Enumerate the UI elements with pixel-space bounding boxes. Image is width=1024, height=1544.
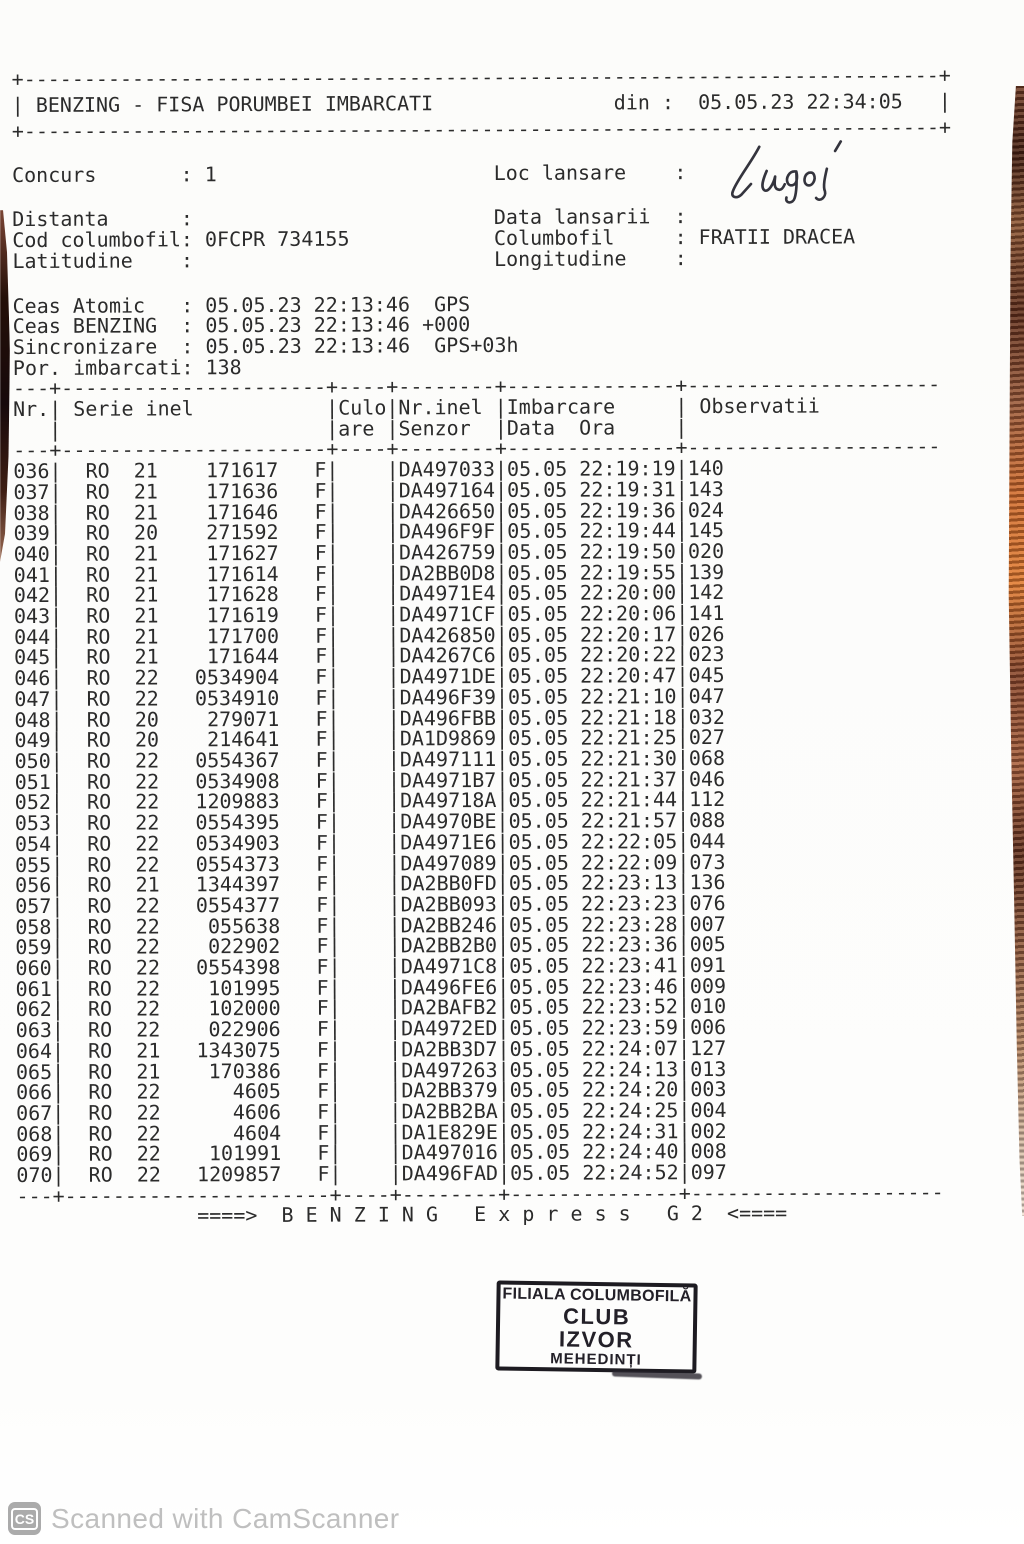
scan-edge-artifact-left xyxy=(0,210,10,562)
camscanner-logo-icon xyxy=(8,1502,41,1535)
stamp-line-izvor: IZVOR xyxy=(558,1325,634,1353)
table-row: 046| RO 22 0534904 F| |DA4971DE|05.05 22:20:47|045 xyxy=(14,663,725,691)
table-row: 064| RO 21 1343075 F| |DA2BB3D7|05.05 22:24:07|127 xyxy=(15,1035,727,1063)
clock-line: Ceas BENZING : 05.05.23 22:13:46 +000 xyxy=(12,312,471,339)
info-line: Latitudine : Longitudine : xyxy=(12,245,699,273)
table-row: 050| RO 22 0554367 F| |DA497111|05.05 22:21:30|068 xyxy=(14,745,726,774)
table-row: 060| RO 22 0554398 F| |DA4971C8|05.05 22:23:41|091 xyxy=(15,952,726,981)
handwriting-lugoj-strokes xyxy=(720,132,872,218)
table-row: 066| RO 22 4605 F| |DA2BB379|05.05 22:24:20|003 xyxy=(15,1077,727,1105)
table-row: 051| RO 22 0534908 F| |DA4971B7|05.05 22:21:37|046 xyxy=(14,766,726,794)
table-row: 044| RO 21 171700 F| |DA426850|05.05 22:20:17|026 xyxy=(13,621,725,649)
clock-line: Ceas Atomic : 05.05.23 22:13:46 GPS xyxy=(12,291,471,318)
box-border-bottom: +----------------------------------------------------------------------------+ xyxy=(11,114,952,144)
table-row: 039| RO 20 271592 F| |DA496F9F|05.05 22:19:44|145 xyxy=(13,518,725,546)
table-ruler: ---+----------------------+----+--------+--------------+--------------------- xyxy=(16,1179,944,1208)
scan-edge-artifact-right xyxy=(1006,86,1024,1216)
club-stamp xyxy=(495,1280,697,1373)
table-row: 041| RO 21 171614 F| |DA2BB0D8|05.05 22:19:55|139 xyxy=(13,559,725,587)
table-row: 059| RO 22 022902 F| |DA2BB2B0|05.05 22:23:36|005 xyxy=(15,932,726,960)
table-row: 047| RO 22 0534910 F| |DA496F39|05.05 22:21:10|047 xyxy=(14,683,725,711)
table-row: 042| RO 21 171628 F| |DA4971E4|05.05 22:20:00|142 xyxy=(13,580,725,608)
printout xyxy=(12,62,956,1227)
table-row: 052| RO 22 1209883 F| |DA49718A|05.05 22:21:44|112 xyxy=(14,787,726,815)
box-title-line: | BENZING - FISA PORUMBEI IMBARCATI din : 05.05.23 22:34:05 | xyxy=(11,88,951,118)
camscanner-bar xyxy=(8,1502,400,1535)
stamp-line-club: CLUB xyxy=(562,1302,631,1330)
table-row: 061| RO 22 101995 F| |DA496FE6|05.05 22:23:46|009 xyxy=(15,973,727,1001)
table-row: 069| RO 22 101991 F| |DA497016|05.05 22:24:40|008 xyxy=(16,1139,727,1167)
camscanner-logo-text: CS xyxy=(11,1508,38,1530)
table-ruler: ---+----------------------+----+--------+--------------+--------------------- xyxy=(13,434,941,463)
table-row: 070| RO 22 1209857 F| |DA496FAD|05.05 22:24:52|097 xyxy=(16,1159,727,1188)
table-row: 048| RO 20 279071 F| |DA496FBB|05.05 22:21:18|032 xyxy=(14,704,725,732)
table-row: 058| RO 22 055638 F| |DA2BB246|05.05 22:23:28|007 xyxy=(15,911,726,939)
table-row: 053| RO 22 0554395 F| |DA4970BE|05.05 22:21:57|088 xyxy=(14,808,726,836)
stamp-line-filiala: FILIALA COLUMBOFILĂ xyxy=(502,1285,692,1305)
info-line: Concurs : 1 Loc lansare : xyxy=(11,159,699,187)
table-row: 063| RO 22 022906 F| |DA4972ED|05.05 22:23:59|006 xyxy=(15,1015,727,1043)
table-header-line: Nr.| Serie inel |Culo|Nr.inel |Imbarcare | Observatii xyxy=(13,393,820,422)
table-row: 040| RO 21 171627 F| |DA426759|05.05 22:19:50|020 xyxy=(13,538,725,567)
handwritten-loc-lansare xyxy=(720,132,872,218)
table-row: 049| RO 20 214641 F| |DA1D9869|05.05 22:21:25|027 xyxy=(14,725,725,753)
box-border-top: +----------------------------------------------------------------------------+ xyxy=(11,62,951,92)
table-row: 038| RO 21 171646 F| |DA426650|05.05 22:19:36|024 xyxy=(13,497,724,525)
table-row: 056| RO 21 1344397 F| |DA2BB0FD|05.05 22:23:13|136 xyxy=(15,870,726,898)
table-header-line: | |are |Senzor |Data Ora | xyxy=(13,414,688,442)
table-row: 054| RO 22 0534903 F| |DA4971E6|05.05 22:22:05|044 xyxy=(14,828,726,856)
benzing-footer-line: ====> B E N Z I N G E x p r e s s G 2 <==== xyxy=(16,1201,788,1229)
table-row: 055| RO 22 0554373 F| |DA497089|05.05 22:22:09|073 xyxy=(14,849,726,877)
table-row: 065| RO 21 170386 F| |DA497263|05.05 22:24:13|013 xyxy=(15,1056,727,1084)
table-row: 068| RO 22 4604 F| |DA1E829E|05.05 22:24:31|002 xyxy=(16,1118,727,1146)
table-row: 043| RO 21 171619 F| |DA4971CF|05.05 22:20:06|141 xyxy=(13,601,725,629)
clock-line: Por. imbarcati: 138 xyxy=(12,354,242,380)
table-ruler: ---+----------------------+----+--------+--------------+--------------------- xyxy=(12,372,941,401)
table-row: 045| RO 21 171644 F| |DA4267C6|05.05 22:20:22|023 xyxy=(14,642,725,670)
clock-line: Sincronizare : 05.05.23 22:13:46 GPS+03h xyxy=(12,332,519,359)
table-row: 036| RO 21 171617 F| |DA497033|05.05 22:19:19|140 xyxy=(13,456,724,484)
stamp-line-mehedinti: MEHEDINȚI xyxy=(550,1349,642,1369)
info-line: Cod columbofil: 0FCPR 734155 Columbofil : FRATII DRACEA xyxy=(12,224,856,253)
table-row: 067| RO 22 4606 F| |DA2BB2BA|05.05 22:24:25|004 xyxy=(16,1097,727,1125)
table-row: 037| RO 21 171636 F| |DA497164|05.05 22:19:31|143 xyxy=(13,476,724,504)
table-row: 057| RO 22 0554377 F| |DA2BB093|05.05 22:23:23|076 xyxy=(15,890,726,918)
table-row: 062| RO 22 102000 F| |DA2BAFB2|05.05 22:23:52|010 xyxy=(15,994,727,1022)
camscanner-watermark-text: Scanned with CamScanner xyxy=(51,1502,400,1534)
info-line: Distanta : Data lansarii : xyxy=(12,204,699,232)
